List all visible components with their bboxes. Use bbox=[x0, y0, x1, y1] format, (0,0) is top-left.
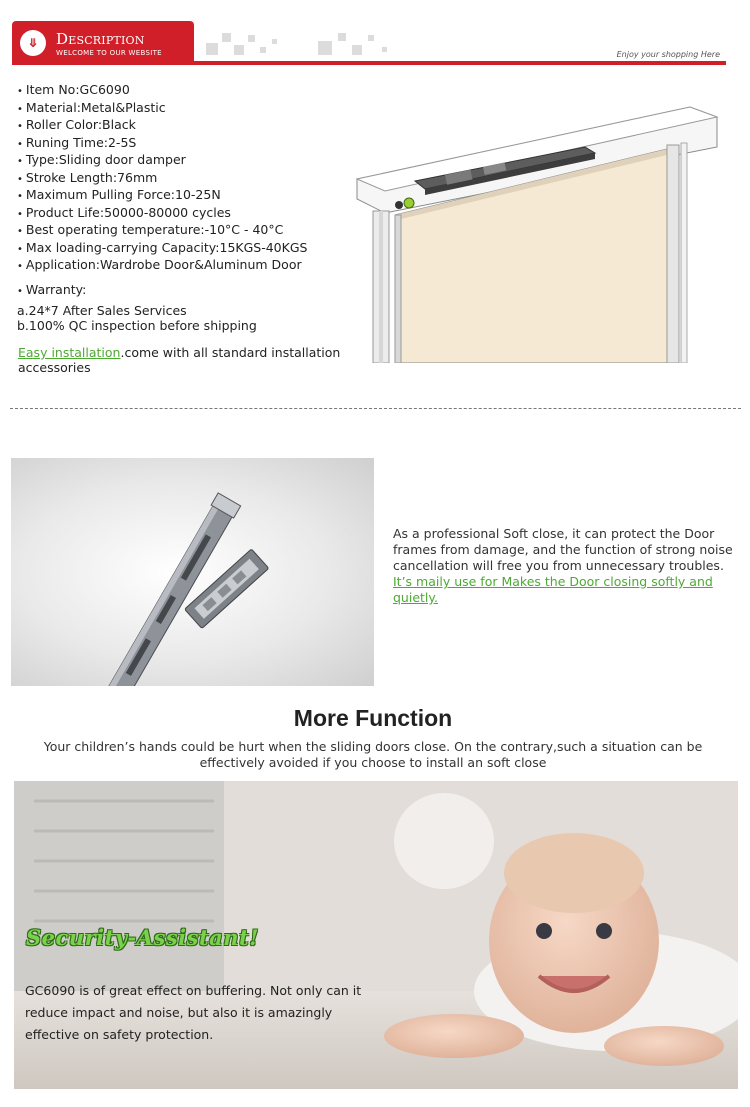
sliding-door-illustration bbox=[355, 95, 725, 363]
spec-item: • Item No:GC6090 bbox=[17, 82, 357, 100]
installation-text: .come with all standard installation accessories bbox=[18, 345, 341, 375]
banner-rule bbox=[12, 61, 726, 65]
damper-product-photo bbox=[11, 458, 374, 686]
spec-item: • Product Life:50000-80000 cycles bbox=[17, 205, 357, 223]
spec-item: • Material:Metal&Plastic bbox=[17, 100, 357, 118]
soft-close-description bbox=[393, 526, 738, 606]
banner-tab bbox=[12, 21, 194, 61]
security-assistant-text: GC6090 is of great effect on buffering. Not only can it reduce impact and noise, but also it is amazingly effective on safety protection. bbox=[25, 983, 362, 1042]
warranty-label: • Warranty: bbox=[17, 282, 257, 300]
spec-item: • Application:Wardrobe Door&Aluminum Door bbox=[17, 257, 357, 275]
easy-installation-link[interactable]: Easy installation bbox=[18, 345, 121, 360]
spec-item: • Runing Time:2-5S bbox=[17, 135, 357, 153]
spec-item: • Max loading-carrying Capacity:15KGS-40KGS bbox=[17, 240, 357, 258]
more-function-subtitle: Your children’s hands could be hurt when the sliding doors close. On the contrary,such a situation can be effectively avoided if you choose to install an soft close bbox=[43, 739, 703, 770]
spec-item: • Type:Sliding door damper bbox=[17, 152, 357, 170]
soft-close-link[interactable]: It’s maily use for Makes the Door closing softly and quietly. bbox=[393, 574, 713, 605]
banner-title: Description bbox=[56, 30, 145, 48]
installation-note bbox=[18, 346, 358, 375]
warranty-item-a: a.24*7 After Sales Services bbox=[17, 302, 187, 318]
spec-item: • Stroke Length:76mm bbox=[17, 170, 357, 188]
warranty-item-b: b.100% QC inspection before shipping bbox=[17, 318, 257, 333]
spec-list bbox=[17, 82, 357, 275]
banner-subtitle: WELCOME TO OUR WEBSITE bbox=[56, 49, 162, 57]
warranty-block bbox=[17, 282, 257, 334]
spec-item: • Roller Color:Black bbox=[17, 117, 357, 135]
spec-item: • Best operating temperature:-10°C - 40°C bbox=[17, 222, 357, 240]
security-assistant-title: Security-Assistant! bbox=[26, 925, 259, 950]
more-function-heading: More Function bbox=[293, 705, 453, 731]
chevron-down-icon: ⤋ bbox=[20, 30, 46, 56]
banner-tagline: Enjoy your shopping Here bbox=[616, 50, 720, 59]
soft-close-text: As a professional Soft close, it can protect the Door frames from damage, and the function of strong noise cancellation will free you from unnecessary troubles. bbox=[393, 526, 733, 573]
section-divider bbox=[10, 408, 741, 409]
decorative-squares bbox=[202, 29, 432, 59]
description-banner bbox=[12, 21, 726, 66]
spec-item: • Maximum Pulling Force:10-25N bbox=[17, 187, 357, 205]
